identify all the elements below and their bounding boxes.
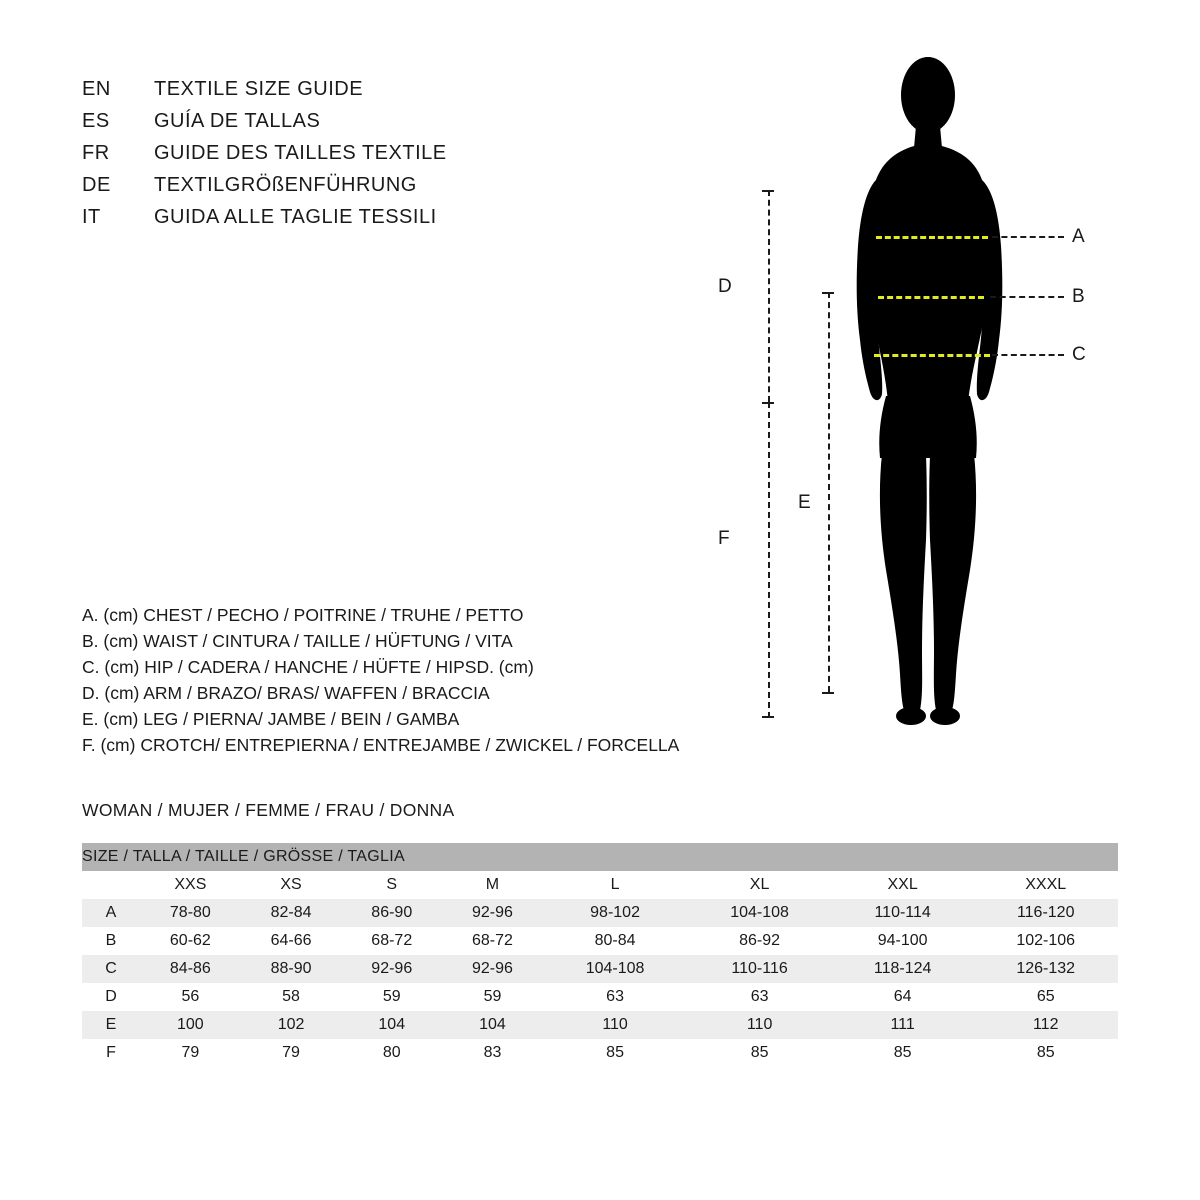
table-header-xxxl: XXXL (973, 871, 1118, 899)
title-row-fr (82, 142, 682, 174)
table-header-l: L (543, 871, 688, 899)
cell-d-s: 59 (341, 983, 442, 1011)
title-text-es: GUÍA DE TALLAS (154, 110, 321, 132)
cell-e-xxs: 100 (140, 1011, 241, 1039)
row-label-c: C (82, 955, 140, 983)
cell-a-xs: 82-84 (241, 899, 342, 927)
dimension-line-d (768, 190, 770, 402)
row-label-e: E (82, 1011, 140, 1039)
cell-e-s: 104 (341, 1011, 442, 1039)
legend-line-e: E. (cm) LEG / PIERNA/ JAMBE / BEIN / GAMBA (82, 709, 460, 729)
row-label-a: A (82, 899, 140, 927)
title-row-en (82, 78, 682, 110)
cell-d-l: 63 (543, 983, 688, 1011)
title-text-fr: GUIDE DES TAILLES TEXTILE (154, 142, 447, 164)
table-row (82, 983, 1118, 1011)
table-header-xxs: XXS (140, 871, 241, 899)
figure-label-f: F (718, 528, 730, 549)
title-text-de: TEXTILGRÖßENFÜHRUNG (154, 174, 417, 196)
table-header-xl: XL (687, 871, 832, 899)
cell-c-xs: 88-90 (241, 955, 342, 983)
cell-b-xxs: 60-62 (140, 927, 241, 955)
dimension-tick-e-top (822, 292, 834, 294)
table-header-row (82, 871, 1118, 899)
cell-c-xxl: 118-124 (832, 955, 974, 983)
table-banner-label: SIZE / TALLA / TAILLE / GRÖSSE / TAGLIA (82, 843, 1118, 871)
leader-line-a (992, 236, 1064, 238)
cell-f-xs: 79 (241, 1039, 342, 1067)
cell-e-m: 104 (442, 1011, 543, 1039)
table-row (82, 1011, 1118, 1039)
title-lang-en: EN (82, 78, 111, 100)
table-header-xxl: XXL (832, 871, 974, 899)
cell-b-xs: 64-66 (241, 927, 342, 955)
cell-b-xxl: 94-100 (832, 927, 974, 955)
measure-line-hip (874, 354, 990, 357)
cell-d-xxl: 64 (832, 983, 974, 1011)
table-banner-row (82, 843, 1118, 871)
cell-f-xxs: 79 (140, 1039, 241, 1067)
cell-c-xxxl: 126-132 (973, 955, 1118, 983)
leader-line-c (992, 354, 1064, 356)
cell-c-xl: 110-116 (687, 955, 832, 983)
dimension-line-e (828, 292, 830, 692)
table-row (82, 927, 1118, 955)
row-label-b: B (82, 927, 140, 955)
table-row (82, 1039, 1118, 1067)
title-text-it: GUIDA ALLE TAGLIE TESSILI (154, 206, 437, 228)
cell-e-l: 110 (543, 1011, 688, 1039)
title-text-en: TEXTILE SIZE GUIDE (154, 78, 364, 100)
title-row-it (82, 206, 682, 238)
cell-c-l: 104-108 (543, 955, 688, 983)
figure-label-a: A (1072, 226, 1085, 247)
cell-c-m: 92-96 (442, 955, 543, 983)
size-table (82, 843, 1118, 1067)
cell-b-m: 68-72 (442, 927, 543, 955)
dimension-line-f (768, 402, 770, 718)
title-lang-fr: FR (82, 142, 110, 164)
cell-e-xxxl: 112 (973, 1011, 1118, 1039)
table-header-m: M (442, 871, 543, 899)
cell-f-xxxl: 85 (973, 1039, 1118, 1067)
cell-f-s: 80 (341, 1039, 442, 1067)
figure-label-b: B (1072, 286, 1085, 307)
cell-a-xxxl: 116-120 (973, 899, 1118, 927)
table-row (82, 955, 1118, 983)
legend-line-c: C. (cm) HIP / CADERA / HANCHE / HÜFTE / HIPSD. (cm) (82, 657, 534, 677)
leader-line-b (990, 296, 1064, 298)
cell-a-m: 92-96 (442, 899, 543, 927)
measurement-legend (82, 602, 762, 758)
title-lang-de: DE (82, 174, 111, 196)
cell-e-xxl: 111 (832, 1011, 974, 1039)
size-table-wrapper (82, 843, 1118, 1067)
cell-f-xxl: 85 (832, 1039, 974, 1067)
measure-line-chest (876, 236, 988, 239)
legend-line-f: F. (cm) CROTCH/ ENTREPIERNA / ENTREJAMBE / ZWICKEL / FORCELLA (82, 735, 680, 755)
cell-e-xl: 110 (687, 1011, 832, 1039)
cell-b-xxxl: 102-106 (973, 927, 1118, 955)
title-row-de (82, 174, 682, 206)
legend-line-a: A. (cm) CHEST / PECHO / POITRINE / TRUHE / PETTO (82, 605, 524, 625)
measure-line-waist (878, 296, 984, 299)
legend-line-d: D. (cm) ARM / BRAZO/ BRAS/ WAFFEN / BRACCIA (82, 683, 490, 703)
cell-c-xxs: 84-86 (140, 955, 241, 983)
cell-a-s: 86-90 (341, 899, 442, 927)
title-lang-es: ES (82, 110, 110, 132)
figure-label-e: E (798, 492, 811, 513)
legend-line-b: B. (cm) WAIST / CINTURA / TAILLE / HÜFTUNG / VITA (82, 631, 513, 651)
dimension-tick-e-bottom (822, 692, 834, 694)
figure-label-d: D (718, 276, 732, 297)
cell-d-xl: 63 (687, 983, 832, 1011)
cell-b-l: 80-84 (543, 927, 688, 955)
cell-f-xl: 85 (687, 1039, 832, 1067)
dimension-tick-f-bottom (762, 716, 774, 718)
dimension-tick-d-top (762, 190, 774, 192)
figure-label-c: C (1072, 344, 1086, 365)
title-lang-it: IT (82, 206, 101, 228)
cell-a-xl: 104-108 (687, 899, 832, 927)
cell-d-m: 59 (442, 983, 543, 1011)
cell-a-l: 98-102 (543, 899, 688, 927)
cell-b-s: 68-72 (341, 927, 442, 955)
cell-d-xxs: 56 (140, 983, 241, 1011)
cell-a-xxs: 78-80 (140, 899, 241, 927)
cell-e-xs: 102 (241, 1011, 342, 1039)
cell-f-l: 85 (543, 1039, 688, 1067)
gender-heading: WOMAN / MUJER / FEMME / FRAU / DONNA (82, 800, 455, 820)
cell-a-xxl: 110-114 (832, 899, 974, 927)
table-header-s: S (341, 871, 442, 899)
cell-d-xxxl: 65 (973, 983, 1118, 1011)
row-label-f: F (82, 1039, 140, 1067)
table-row (82, 899, 1118, 927)
cell-c-s: 92-96 (341, 955, 442, 983)
title-block (82, 78, 682, 238)
cell-d-xs: 58 (241, 983, 342, 1011)
cell-f-m: 83 (442, 1039, 543, 1067)
title-row-es (82, 110, 682, 142)
row-label-d: D (82, 983, 140, 1011)
table-header-xs: XS (241, 871, 342, 899)
cell-b-xl: 86-92 (687, 927, 832, 955)
table-header-corner (82, 871, 140, 899)
